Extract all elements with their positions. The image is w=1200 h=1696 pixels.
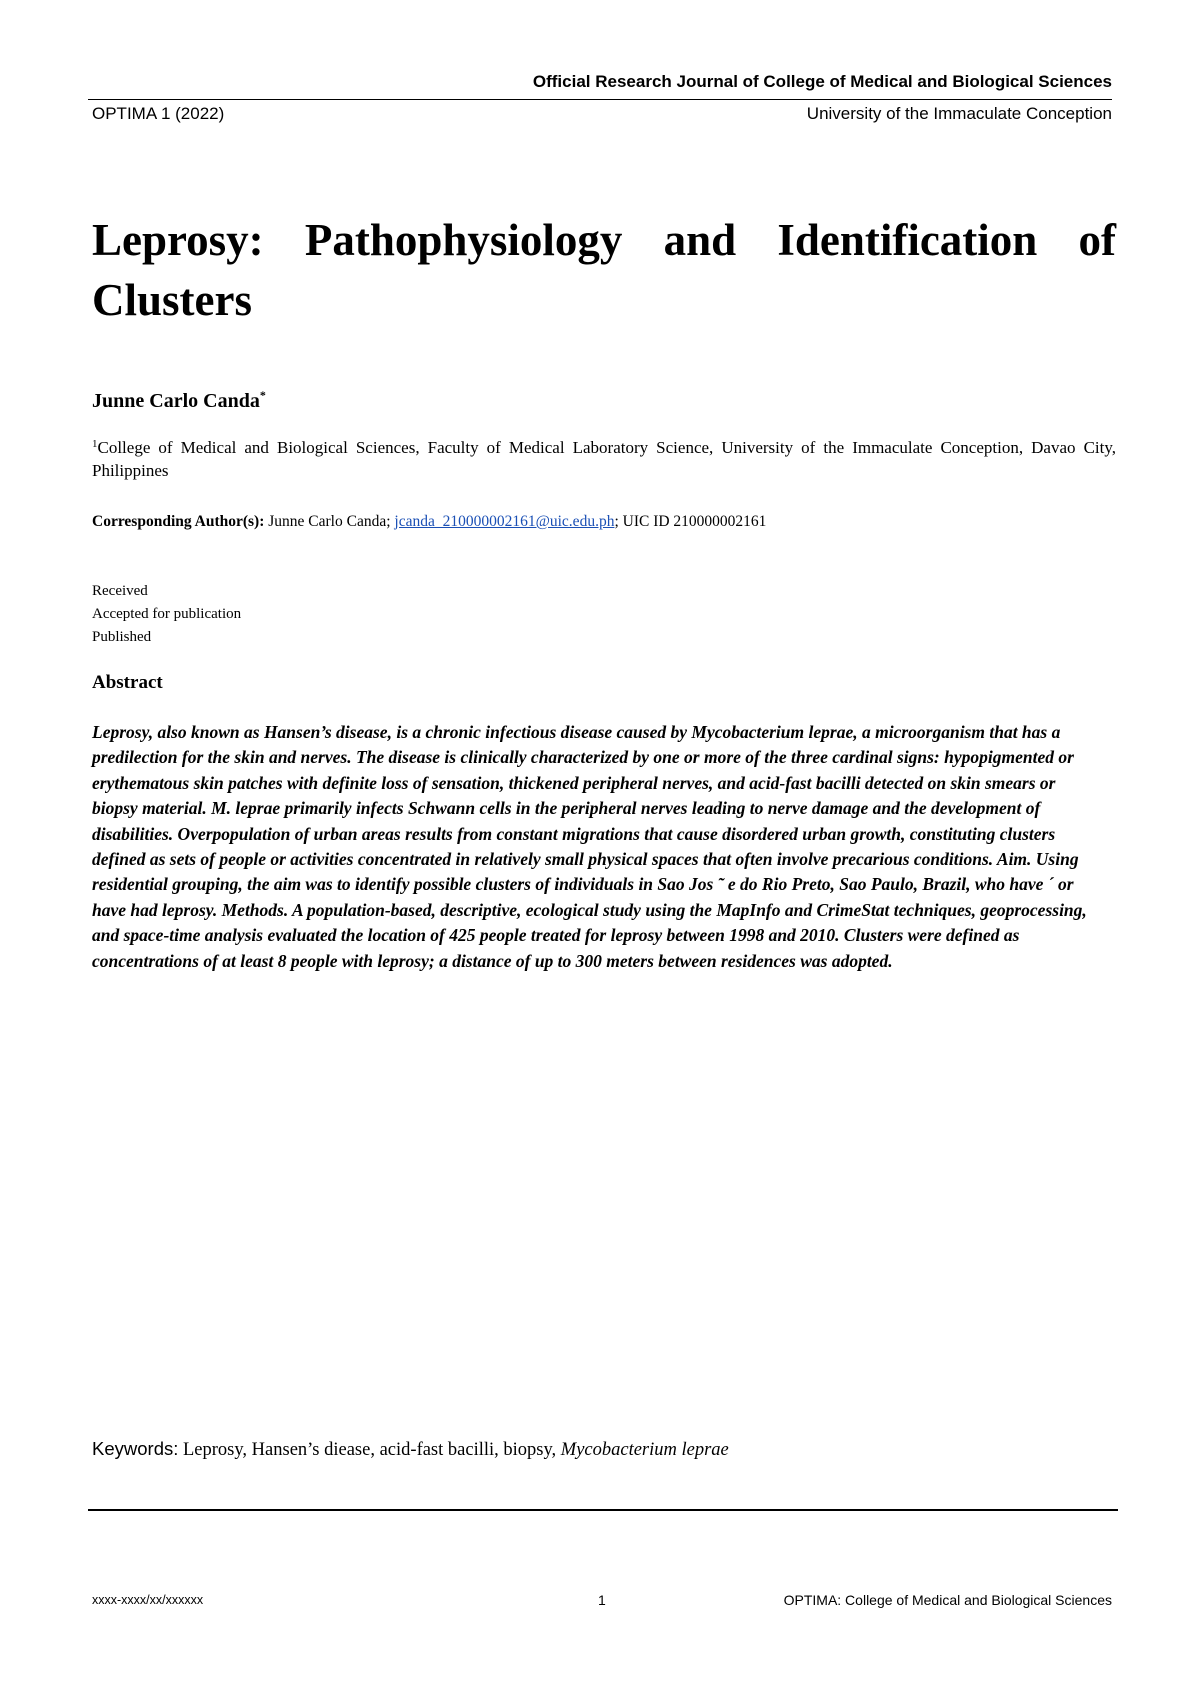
date-accepted: Accepted for publication [92, 606, 242, 622]
affiliation-text: College of Medical and Biological Sciences, Faculty of Medical Laboratory Science, University of the Immaculate Conception, Davao City, Philippines [92, 438, 1116, 480]
corresponding-uic-id: ; UIC ID 210000002161 [614, 513, 767, 530]
author-mark: * [259, 388, 266, 402]
header-divider [88, 99, 1112, 100]
footer-divider [88, 1509, 1118, 1511]
abstract-text: Leprosy, also known as Hansen’s disease, is a chronic infectious disease caused by Mycobacterium leprae, a microorganism that has a predilection for the skin and nerves. The disease is clinically characterized by one or more of the three cardinal signs: hypopigmented or erythematous skin patches with definite loss of sensation, thickened peripheral nerves, and acid-fast bacilli detected on skin smears or biopsy material. M. leprae primarily infects Schwann cells in the peripheral nerves leading to nerve damage and the development of disabilities. Overpopulation of urban areas results from constant migrations that cause disordered urban growth, constituting clusters defined as sets of people or activities concentrated in relatively small physical spaces that often involve precarious conditions. Aim. Using residential grouping, the aim was to identify possible clusters of individuals in Sao Jos ˜ e do Rio Preto, Sao Paulo, Brazil, who have ´ or have had leprosy. Methods. A population-based, descriptive, ecological study using the MapInfo and CrimeStat techniques, geoprocessing, and space-time analysis evaluated the location of 425 people treated for leprosy between 1998 and 2010. Clusters were defined as concentrations of at least 8 people with leprosy; a distance of up to 300 meters between residences was adopted. [92, 722, 1087, 971]
keywords-label: Keywords: [92, 1438, 179, 1459]
footer-doi: xxxx-xxxx/xx/xxxxxx [92, 1593, 204, 1607]
journal-name: Official Research Journal of College of Medical and Biological Sciences [532, 72, 1112, 91]
corresponding-email-link[interactable]: jcanda_210000002161@uic.edu.ph [394, 513, 615, 530]
corresponding-author [92, 511, 1116, 533]
keywords-text: Leprosy, Hansen’s diease, acid-fast bacilli, biopsy, [178, 1440, 561, 1460]
date-published: Published [92, 629, 152, 645]
article-title: Leprosy: Pathophysiology and Identification of Clusters [92, 215, 1116, 325]
author-line [92, 388, 266, 413]
corresponding-label: Corresponding Author(s): [92, 513, 265, 530]
footer-journal: OPTIMA: College of Medical and Biological Sciences [783, 1592, 1112, 1608]
page-number: 1 [598, 1592, 606, 1608]
abstract-heading: Abstract [92, 672, 163, 693]
keywords [92, 1438, 729, 1461]
corresponding-name: Junne Carlo Canda; [268, 513, 391, 530]
date-received: Received [92, 583, 148, 599]
affiliation-mark: 1 [92, 438, 98, 450]
author-name: Junne Carlo Canda [92, 390, 260, 412]
publication-dates [92, 580, 241, 649]
author-affiliation [92, 433, 1116, 482]
keywords-species: Mycobacterium leprae [560, 1440, 729, 1460]
journal-volume: OPTIMA 1 (2022) [92, 104, 225, 123]
university-name: University of the Immaculate Conception [806, 104, 1112, 123]
